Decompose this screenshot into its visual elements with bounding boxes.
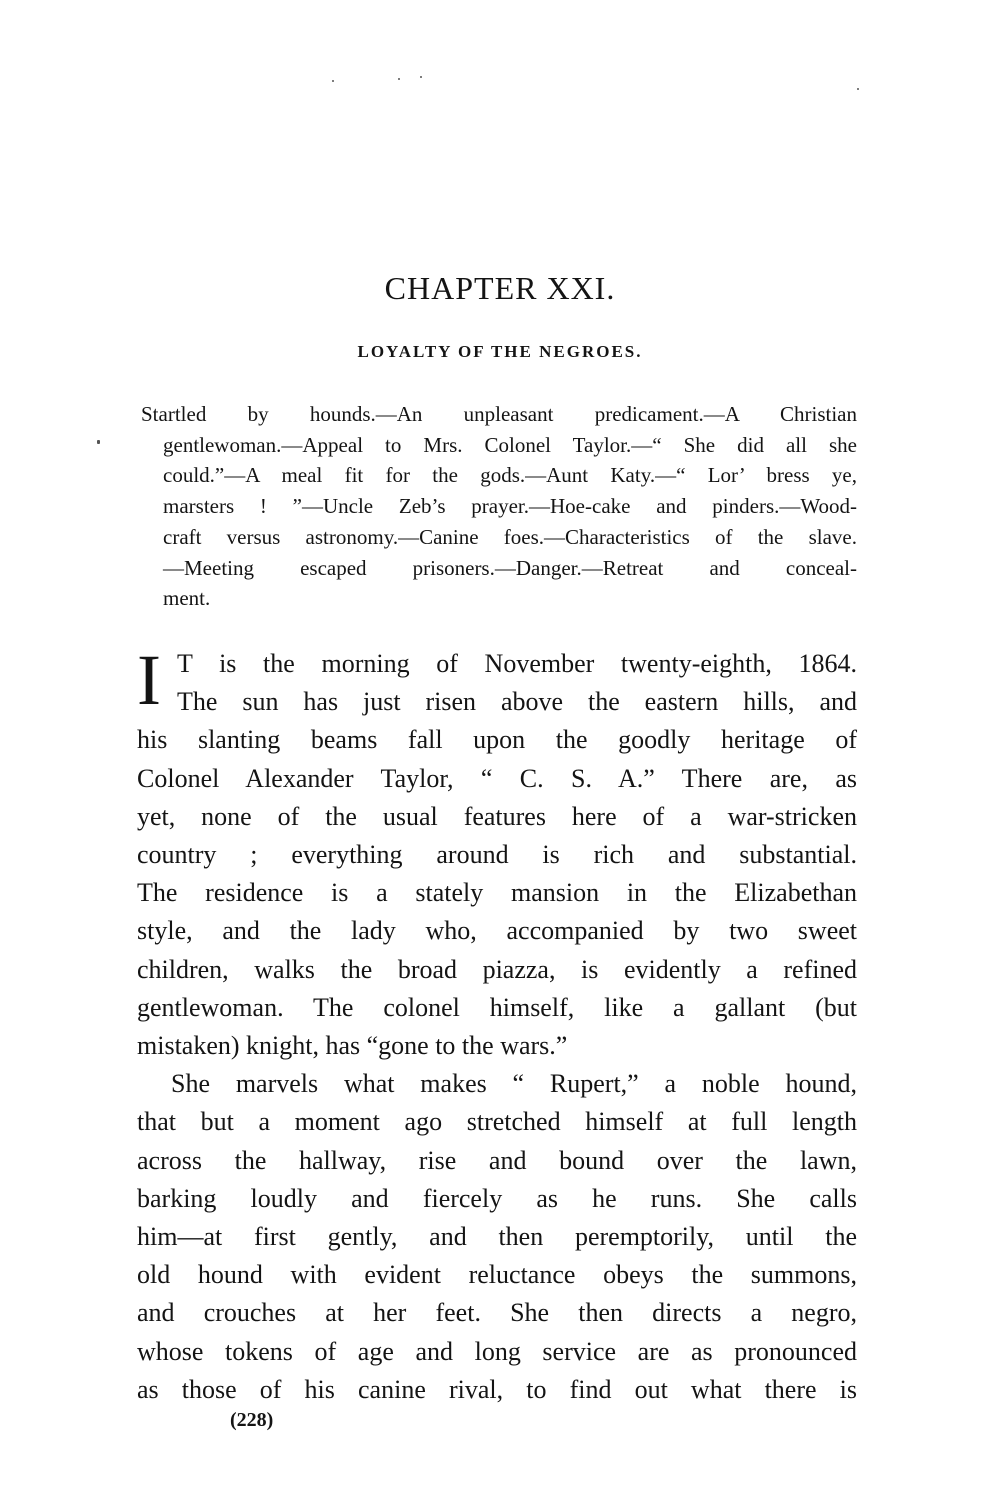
chapter-synopsis xyxy=(141,399,857,614)
body-line: and crouches at her feet. She then directs a negro, xyxy=(137,1298,857,1328)
speck-mark xyxy=(398,78,400,80)
speck-mark xyxy=(332,80,334,82)
body-line: T is the morning of November twenty-eighth, 1864. xyxy=(177,649,857,678)
synopsis-line: Startled by hounds.—An unpleasant predicament.—A Christian xyxy=(141,402,857,426)
synopsis-line: marsters ! ”—Uncle Zeb’s prayer.—Hoe-cake and pinders.—Wood- xyxy=(163,494,857,519)
body-line: old hound with evident reluctance obeys the summons, xyxy=(137,1260,857,1290)
page-number: (228) xyxy=(230,1409,274,1431)
speck-mark xyxy=(97,440,100,444)
body-line: him—at first gently, and then peremptorily, until the xyxy=(137,1222,857,1252)
body-line: his slanting beams fall upon the goodly heritage of xyxy=(137,725,857,755)
body-line: The sun has just risen above the eastern hills, and xyxy=(177,687,857,717)
speck-mark xyxy=(420,76,422,78)
body-line: gentlewoman. The colonel himself, like a gallant (but xyxy=(137,992,857,1022)
synopsis-line: could.”—A meal fit for the gods.—Aunt Katy.—“ Lor’ bress ye, xyxy=(163,463,857,488)
body-line: mistaken) knight, has “gone to the wars.” xyxy=(137,1031,568,1061)
drop-cap: I xyxy=(137,640,161,720)
speck-mark xyxy=(857,88,859,90)
synopsis-line: —Meeting escaped prisoners.—Danger.—Retreat and conceal- xyxy=(163,555,857,580)
synopsis-line: gentlewoman.—Appeal to Mrs. Colonel Taylor.—“ She did all she xyxy=(163,432,857,457)
body-line: that but a moment ago stretched himself at full length xyxy=(137,1107,857,1137)
chapter-body xyxy=(137,640,857,1409)
body-line: Colonel Alexander Taylor, “ C. S. A.” There are, as xyxy=(137,763,857,793)
body-line: yet, none of the usual features here of a war-stricken xyxy=(137,801,857,831)
body-line: whose tokens of age and long service are as pronounced xyxy=(137,1336,857,1366)
body-line: She marvels what makes “ Rupert,” a noble hound, xyxy=(171,1069,857,1099)
body-line: country ; everything around is rich and substantial. xyxy=(137,840,857,870)
body-line: children, walks the broad piazza, is evidently a refined xyxy=(137,954,857,984)
synopsis-line: craft versus astronomy.—Canine foes.—Characteristics of the slave. xyxy=(163,524,857,549)
body-line: across the hallway, rise and bound over the lawn, xyxy=(137,1145,857,1175)
body-line: style, and the lady who, accompanied by two sweet xyxy=(137,916,857,946)
opening-paragraph-start xyxy=(137,640,857,721)
body-line: The residence is a stately mansion in the Elizabethan xyxy=(137,878,857,908)
chapter-title: CHAPTER XXI. xyxy=(384,270,616,306)
body-line: as those of his canine rival, to find out what there is xyxy=(137,1374,857,1404)
synopsis-line: ment. xyxy=(163,586,211,611)
chapter-subtitle: LOYALTY OF THE NEGROES. xyxy=(357,342,643,361)
body-line: barking loudly and fiercely as he runs. She calls xyxy=(137,1183,857,1213)
